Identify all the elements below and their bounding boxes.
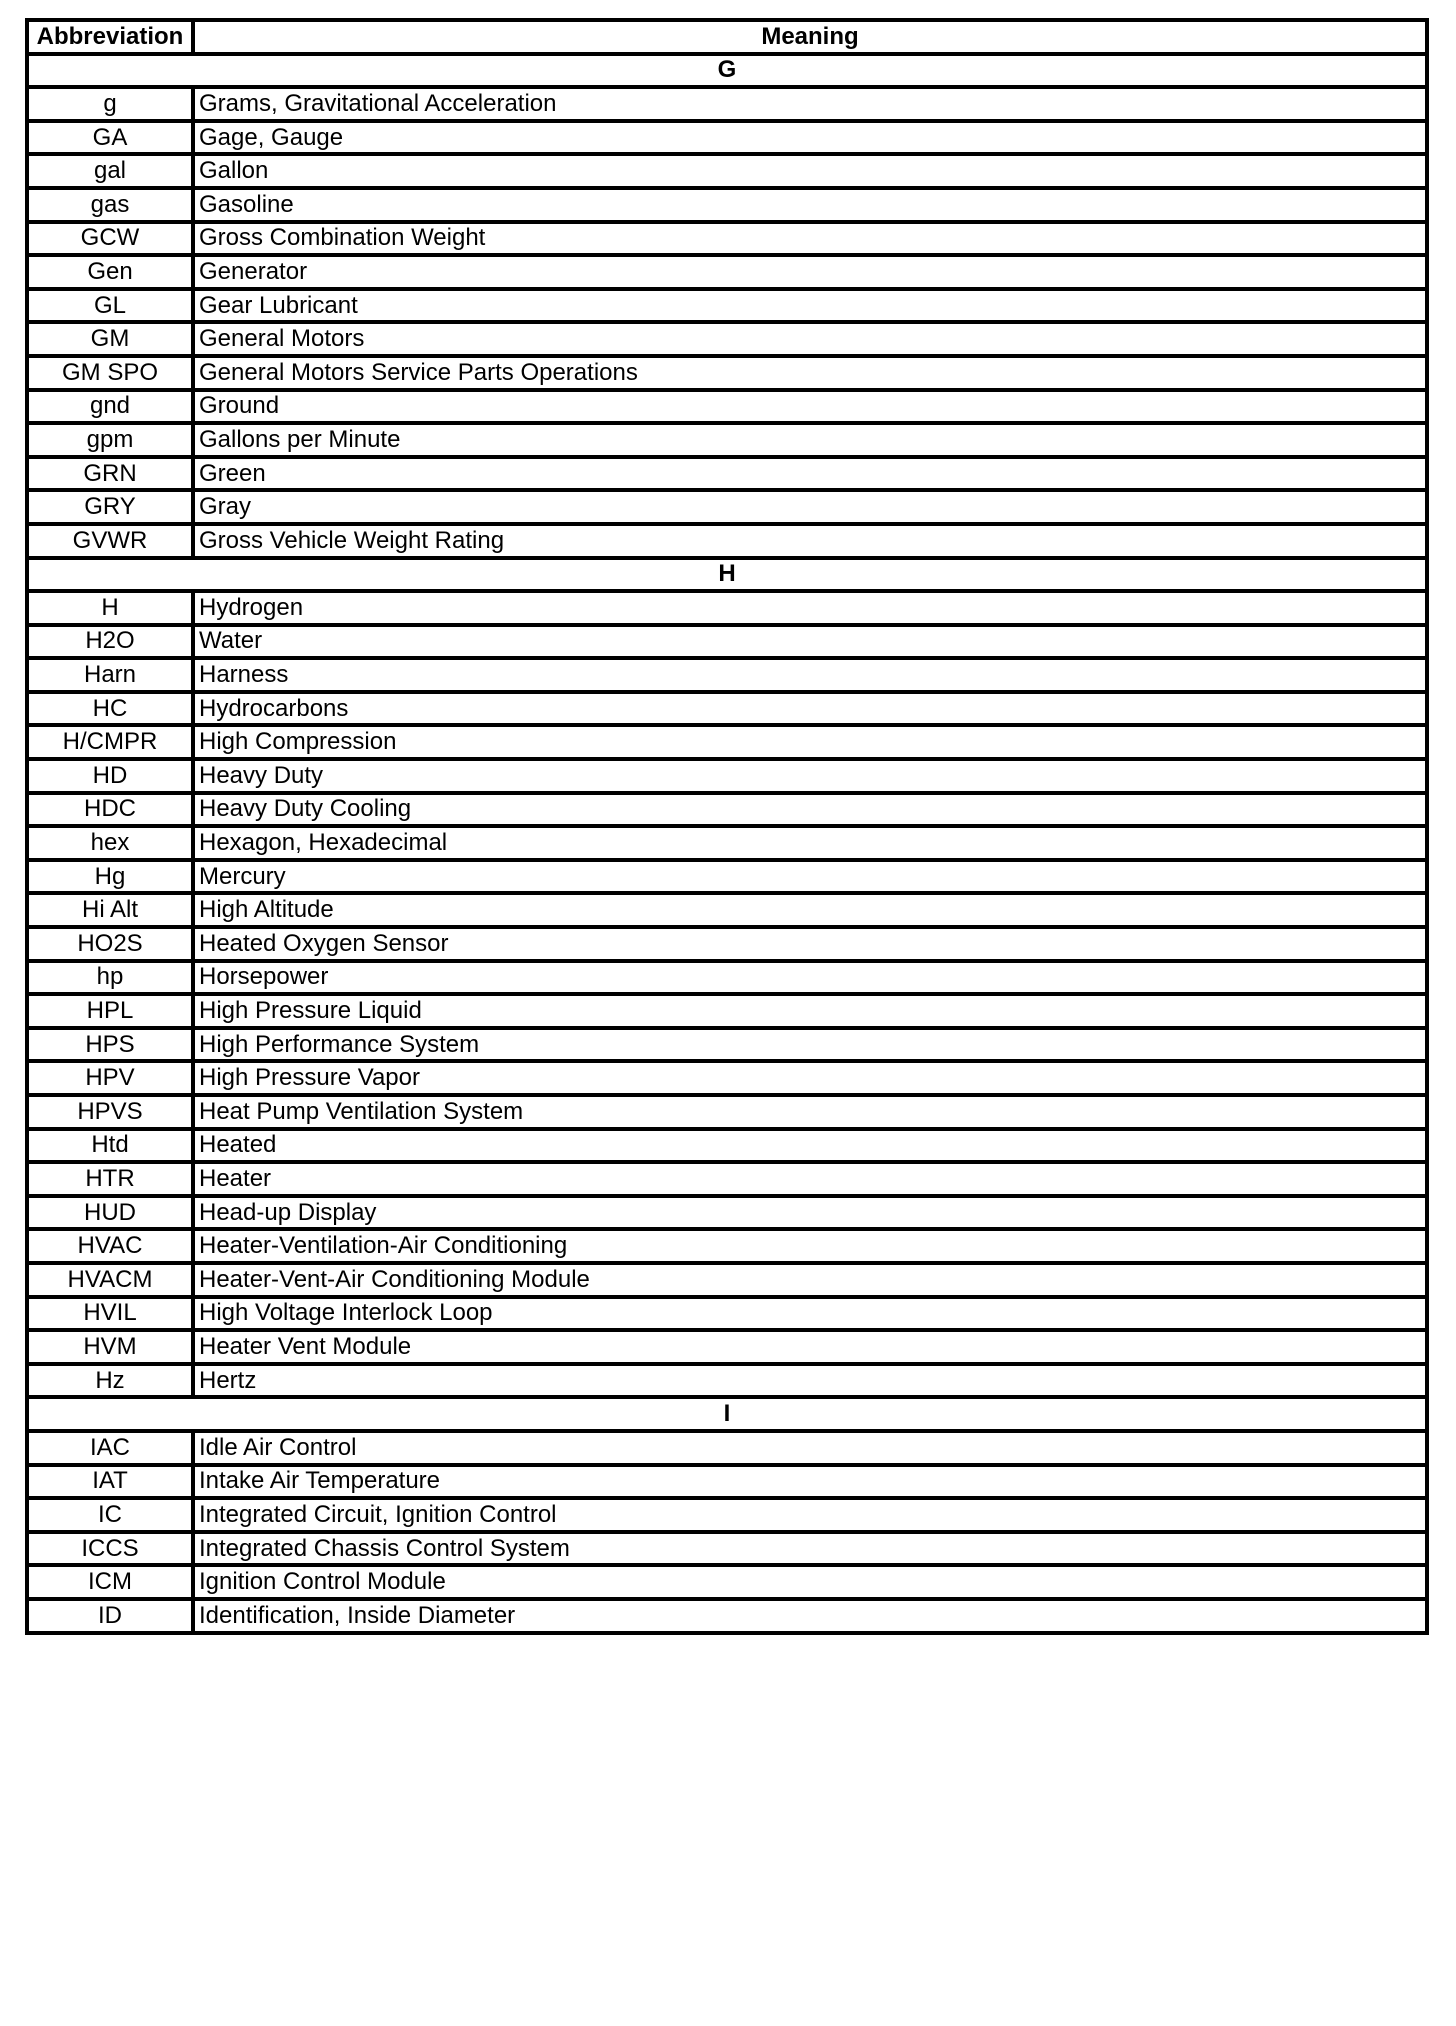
meaning-cell: Gasoline <box>193 188 1427 222</box>
abbreviation-cell: ICCS <box>27 1532 193 1566</box>
meaning-cell: Ground <box>193 390 1427 424</box>
abbreviation-cell: H <box>27 591 193 625</box>
meaning-cell: Gross Vehicle Weight Rating <box>193 524 1427 558</box>
table-row <box>27 1129 1427 1163</box>
abbreviation-cell: HVAC <box>27 1229 193 1263</box>
table-row <box>27 1061 1427 1095</box>
table-row <box>27 1465 1427 1499</box>
table-row <box>27 1364 1427 1398</box>
meaning-cell: Heavy Duty Cooling <box>193 793 1427 827</box>
meaning-cell: Integrated Circuit, Ignition Control <box>193 1498 1427 1532</box>
meaning-cell: Gallon <box>193 154 1427 188</box>
table-row <box>27 994 1427 1028</box>
abbreviation-cell: hex <box>27 826 193 860</box>
table-row <box>27 793 1427 827</box>
abbreviation-cell: GCW <box>27 222 193 256</box>
meaning-cell: Gross Combination Weight <box>193 222 1427 256</box>
abbreviation-cell: Hz <box>27 1364 193 1398</box>
table-header <box>27 20 1427 54</box>
abbreviations-page <box>25 18 1425 1635</box>
abbreviation-cell: g <box>27 87 193 121</box>
abbreviation-cell: HTR <box>27 1162 193 1196</box>
abbreviation-cell: HVIL <box>27 1297 193 1331</box>
abbreviation-cell: gas <box>27 188 193 222</box>
table-row <box>27 490 1427 524</box>
abbreviation-cell: GRN <box>27 457 193 491</box>
meaning-cell: Mercury <box>193 860 1427 894</box>
table-row <box>27 591 1427 625</box>
abbreviation-cell: HC <box>27 692 193 726</box>
abbreviation-cell: GVWR <box>27 524 193 558</box>
meaning-cell: Identification, Inside Diameter <box>193 1599 1427 1633</box>
table-row <box>27 1229 1427 1263</box>
table-row <box>27 1263 1427 1297</box>
abbreviation-cell: Gen <box>27 255 193 289</box>
abbreviation-cell: GRY <box>27 490 193 524</box>
abbreviation-cell: ICM <box>27 1565 193 1599</box>
abbreviation-cell: HPS <box>27 1028 193 1062</box>
abbreviation-cell: IAC <box>27 1431 193 1465</box>
meaning-cell: Gray <box>193 490 1427 524</box>
table-row <box>27 1297 1427 1331</box>
meaning-cell: Heated Oxygen Sensor <box>193 927 1427 961</box>
abbreviation-cell: H2O <box>27 625 193 659</box>
section-row-i <box>27 1397 1427 1431</box>
meaning-cell: Hertz <box>193 1364 1427 1398</box>
table-row <box>27 1095 1427 1129</box>
abbreviation-cell: H/CMPR <box>27 725 193 759</box>
table-row <box>27 1498 1427 1532</box>
table-row <box>27 658 1427 692</box>
meaning-cell: Horsepower <box>193 961 1427 995</box>
table-row <box>27 222 1427 256</box>
meaning-cell: Green <box>193 457 1427 491</box>
abbreviation-cell: HPVS <box>27 1095 193 1129</box>
header-row <box>27 20 1427 54</box>
table-row <box>27 1196 1427 1230</box>
meaning-cell: Heater <box>193 1162 1427 1196</box>
table-row <box>27 625 1427 659</box>
table-row <box>27 860 1427 894</box>
table-row <box>27 826 1427 860</box>
meaning-cell: High Performance System <box>193 1028 1427 1062</box>
abbreviation-cell: ID <box>27 1599 193 1633</box>
meaning-cell: Heat Pump Ventilation System <box>193 1095 1427 1129</box>
abbreviation-cell: IC <box>27 1498 193 1532</box>
abbreviation-cell: HD <box>27 759 193 793</box>
table-row <box>27 927 1427 961</box>
table-row <box>27 1599 1427 1633</box>
table-row <box>27 1028 1427 1062</box>
meaning-cell: Generator <box>193 255 1427 289</box>
abbreviation-cell: gpm <box>27 423 193 457</box>
abbreviation-cell: HDC <box>27 793 193 827</box>
section-letter: H <box>27 558 1427 592</box>
table-row <box>27 289 1427 323</box>
meaning-cell: High Pressure Liquid <box>193 994 1427 1028</box>
table-row <box>27 524 1427 558</box>
table-row <box>27 1431 1427 1465</box>
meaning-cell: Heated <box>193 1129 1427 1163</box>
meaning-cell: Heater Vent Module <box>193 1330 1427 1364</box>
abbreviations-table <box>25 18 1429 1635</box>
abbreviation-cell: hp <box>27 961 193 995</box>
abbreviation-cell: HPL <box>27 994 193 1028</box>
meaning-cell: Head-up Display <box>193 1196 1427 1230</box>
meaning-cell: Hexagon, Hexadecimal <box>193 826 1427 860</box>
section-row-g <box>27 54 1427 88</box>
table-row <box>27 1565 1427 1599</box>
table-row <box>27 121 1427 155</box>
meaning-cell: General Motors <box>193 322 1427 356</box>
meaning-cell: Gear Lubricant <box>193 289 1427 323</box>
section-letter: G <box>27 54 1427 88</box>
table-row <box>27 188 1427 222</box>
abbreviation-cell: IAT <box>27 1465 193 1499</box>
table-row <box>27 1532 1427 1566</box>
abbreviation-cell: GM <box>27 322 193 356</box>
meaning-column-header: Meaning <box>193 20 1427 54</box>
abbreviation-cell: HPV <box>27 1061 193 1095</box>
abbreviation-cell: Hi Alt <box>27 893 193 927</box>
meaning-cell: High Voltage Interlock Loop <box>193 1297 1427 1331</box>
abbreviation-cell: HO2S <box>27 927 193 961</box>
abbreviation-column-header: Abbreviation <box>27 20 193 54</box>
abbreviation-cell: HUD <box>27 1196 193 1230</box>
table-row <box>27 423 1427 457</box>
meaning-cell: Ignition Control Module <box>193 1565 1427 1599</box>
meaning-cell: Water <box>193 625 1427 659</box>
table-row <box>27 1162 1427 1196</box>
abbreviation-cell: GL <box>27 289 193 323</box>
section-row-h <box>27 558 1427 592</box>
section-letter: I <box>27 1397 1427 1431</box>
abbreviation-cell: HVACM <box>27 1263 193 1297</box>
meaning-cell: General Motors Service Parts Operations <box>193 356 1427 390</box>
meaning-cell: Hydrogen <box>193 591 1427 625</box>
table-row <box>27 759 1427 793</box>
abbreviation-cell: Htd <box>27 1129 193 1163</box>
abbreviation-cell: Harn <box>27 658 193 692</box>
meaning-cell: Heater-Vent-Air Conditioning Module <box>193 1263 1427 1297</box>
abbreviation-cell: Hg <box>27 860 193 894</box>
meaning-cell: Gallons per Minute <box>193 423 1427 457</box>
table-row <box>27 390 1427 424</box>
meaning-cell: High Compression <box>193 725 1427 759</box>
table-row <box>27 961 1427 995</box>
meaning-cell: Heavy Duty <box>193 759 1427 793</box>
table-row <box>27 725 1427 759</box>
table-row <box>27 87 1427 121</box>
meaning-cell: Intake Air Temperature <box>193 1465 1427 1499</box>
table-row <box>27 154 1427 188</box>
meaning-cell: Integrated Chassis Control System <box>193 1532 1427 1566</box>
table-row <box>27 457 1427 491</box>
table-body <box>27 54 1427 1633</box>
meaning-cell: Idle Air Control <box>193 1431 1427 1465</box>
meaning-cell: Grams, Gravitational Acceleration <box>193 87 1427 121</box>
abbreviation-cell: HVM <box>27 1330 193 1364</box>
meaning-cell: High Altitude <box>193 893 1427 927</box>
table-row <box>27 356 1427 390</box>
table-row <box>27 1330 1427 1364</box>
meaning-cell: Hydrocarbons <box>193 692 1427 726</box>
meaning-cell: Gage, Gauge <box>193 121 1427 155</box>
abbreviation-cell: gnd <box>27 390 193 424</box>
table-row <box>27 322 1427 356</box>
abbreviation-cell: GM SPO <box>27 356 193 390</box>
abbreviation-cell: gal <box>27 154 193 188</box>
meaning-cell: Harness <box>193 658 1427 692</box>
meaning-cell: Heater-Ventilation-Air Conditioning <box>193 1229 1427 1263</box>
table-row <box>27 255 1427 289</box>
meaning-cell: High Pressure Vapor <box>193 1061 1427 1095</box>
table-row <box>27 893 1427 927</box>
table-row <box>27 692 1427 726</box>
abbreviation-cell: GA <box>27 121 193 155</box>
